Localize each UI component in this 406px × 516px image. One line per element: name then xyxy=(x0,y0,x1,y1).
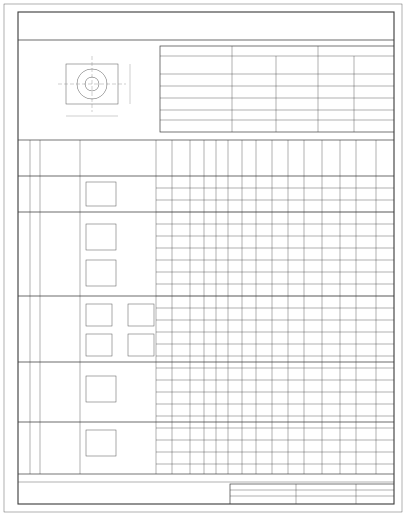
table-row-lines xyxy=(156,188,394,464)
title-block xyxy=(230,484,394,504)
part-sketch xyxy=(58,56,130,116)
operation-sketches xyxy=(86,182,154,456)
operation-sketch xyxy=(86,224,116,250)
operation-sketch xyxy=(86,260,116,286)
operation-sketch xyxy=(86,304,112,326)
table-column-lines xyxy=(30,140,376,474)
sheet-outer-frame xyxy=(4,4,402,512)
operation-sketch xyxy=(86,376,116,402)
operation-sketch xyxy=(128,334,154,356)
operation-sketch xyxy=(86,430,116,456)
operations-table xyxy=(18,140,394,474)
operation-sketch xyxy=(86,182,116,206)
header-block-frame xyxy=(160,46,394,132)
operation-sketch xyxy=(128,304,154,326)
header-block xyxy=(160,46,394,132)
title-block-frame xyxy=(230,484,394,504)
operation-sketch xyxy=(86,334,112,356)
operations-table-frame xyxy=(18,140,394,474)
